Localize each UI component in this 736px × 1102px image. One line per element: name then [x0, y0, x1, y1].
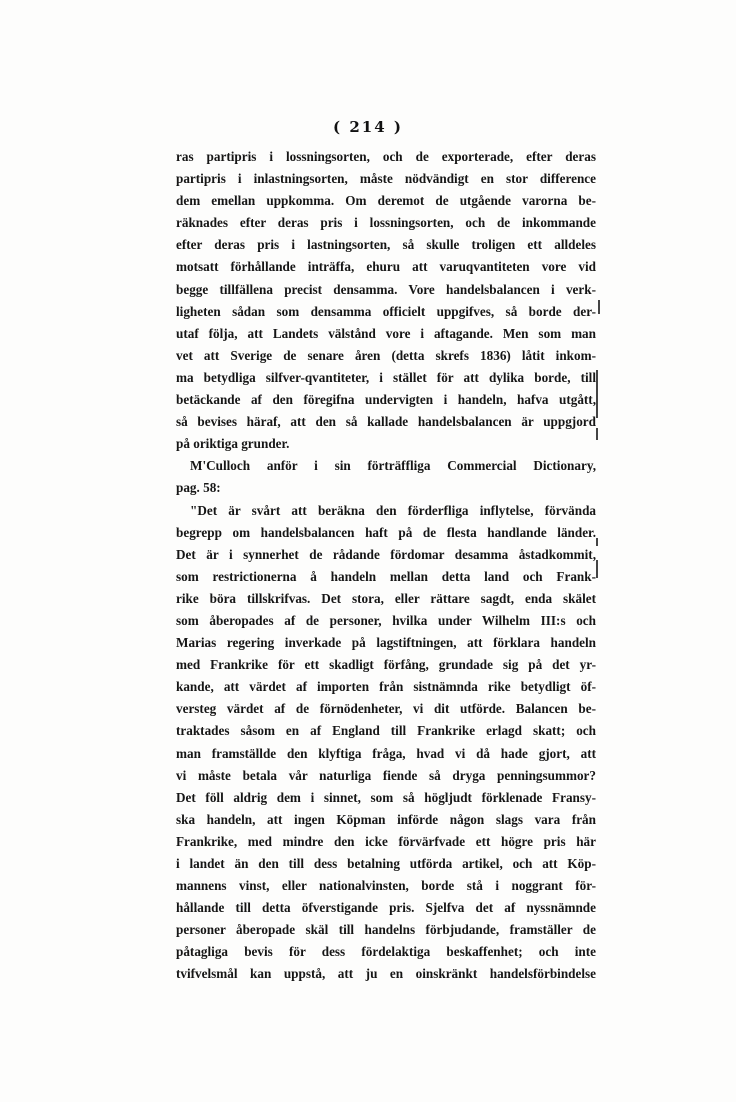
text-line: Det föll aldrig dem i sinnet, som så högljudt förklenade Fransy- — [176, 789, 596, 805]
text-line: ligheten sådan som densamma officielt uppgifves, så borde der- — [176, 303, 596, 319]
text-line: hållande till detta öfverstigande pris. Sjelfva det af nyssnämnde — [176, 900, 596, 916]
text-line: påtagliga bevis för dess fördelaktiga beskaffenhet; och inte — [176, 944, 596, 960]
text-line: ma betydliga silfver-qvantiteter, i stället för att dylika borde, till — [176, 369, 596, 385]
text-line: partipris i inlastningsorten, måste nödvändigt en stor difference — [176, 171, 596, 187]
text-line: dem emellan uppkomma. Om deremot de utgående varorna be- — [176, 193, 596, 209]
text-line: traktades såsom en af England till Frankrike erlagd skatt; och — [176, 723, 596, 739]
margin-mark — [596, 370, 598, 418]
text-line: utaf följa, att Landets välstånd vore i aftagande. Men som man — [176, 325, 596, 341]
text-line: M'Culloch anför i sin förträffliga Commercial Dictionary, — [190, 458, 596, 474]
text-line: tvifvelsmål kan uppstå, att ju en oinskränkt handelsförbindelse — [176, 966, 596, 982]
text-line: på oriktiga grunder. — [176, 436, 290, 452]
text-line: Frankrike, med mindre den icke förvärfvade ett högre pris här — [176, 833, 596, 849]
page-number: ( 214 ) — [333, 118, 403, 136]
text-line: begrepp om handelsbalancen haft på de flesta handlande länder. — [176, 524, 596, 540]
text-line: i landet än den till dess betalning utförda artikel, och att Köp- — [176, 856, 596, 871]
text-line: Det är i synnerhet de rådande fördomar desamma åstadkommit, — [176, 546, 596, 562]
body-text — [176, 146, 596, 986]
text-line: kande, att värdet af importen från sistnämnda rike betydligt öf- — [176, 679, 596, 695]
margin-mark — [596, 538, 598, 546]
text-line: versteg värdet af de förnödenheter, vi dit utförde. Balancen be- — [176, 701, 596, 717]
text-line: rike böra tillskrifvas. Det stora, eller rättare sagdt, enda skälet — [176, 590, 596, 606]
text-line: "Det är svårt att beräkna den förderfliga inflytelse, förvända — [190, 502, 596, 518]
text-line: vet att Sverige de senare åren (detta skrefs 1836) låtit inkom- — [176, 347, 596, 363]
text-line: så bevises häraf, att den så kallade handelsbalancen är uppgjord — [176, 414, 596, 430]
margin-mark — [596, 560, 598, 578]
text-line: pag. 58: — [176, 480, 221, 496]
text-line: ras partipris i lossningsorten, och de exporterade, efter deras — [176, 149, 596, 164]
text-line: som restrictionerna å handeln mellan detta land och Frank- — [176, 568, 596, 584]
text-line: begge tillfällena precist densamma. Vore handelsbalancen i verk- — [176, 281, 596, 297]
text-line: som åberopades af de personer, hvilka under Wilhelm III:s och — [176, 612, 596, 628]
text-line: betäckande af den föregifna undervigten i handeln, hafva utgått, — [176, 392, 596, 408]
text-line: personer åberopade skäl till handelns förbjudande, framställer de — [176, 922, 596, 938]
text-line: mannens vinst, eller nationalvinsten, borde stå i noggrant för- — [176, 878, 596, 894]
text-line: med Frankrike för ett skadligt förfång, grundade sig på det yr- — [176, 657, 596, 673]
margin-mark — [598, 300, 600, 314]
text-line: motsatt förhållande inträffa, ehuru att varuqvantiteten vore vid — [176, 259, 596, 275]
text-line: efter deras pris i lastningsorten, så skulle troligen ett alldeles — [176, 237, 596, 253]
text-line: ska handeln, att ingen Köpman införde någon slags vara från — [176, 811, 596, 827]
text-line: man framställde den klyftiga fråga, hvad vi då hade gjort, att — [176, 745, 596, 761]
margin-mark — [596, 428, 598, 440]
text-line: räknades efter deras pris i lossningsorten, och de inkommande — [176, 215, 596, 231]
text-line: Marias regering inverkade på lagstiftningen, att förklara handeln — [176, 635, 596, 651]
text-line: vi måste betala vår naturliga fiende så dryga penningsummor? — [176, 767, 596, 783]
